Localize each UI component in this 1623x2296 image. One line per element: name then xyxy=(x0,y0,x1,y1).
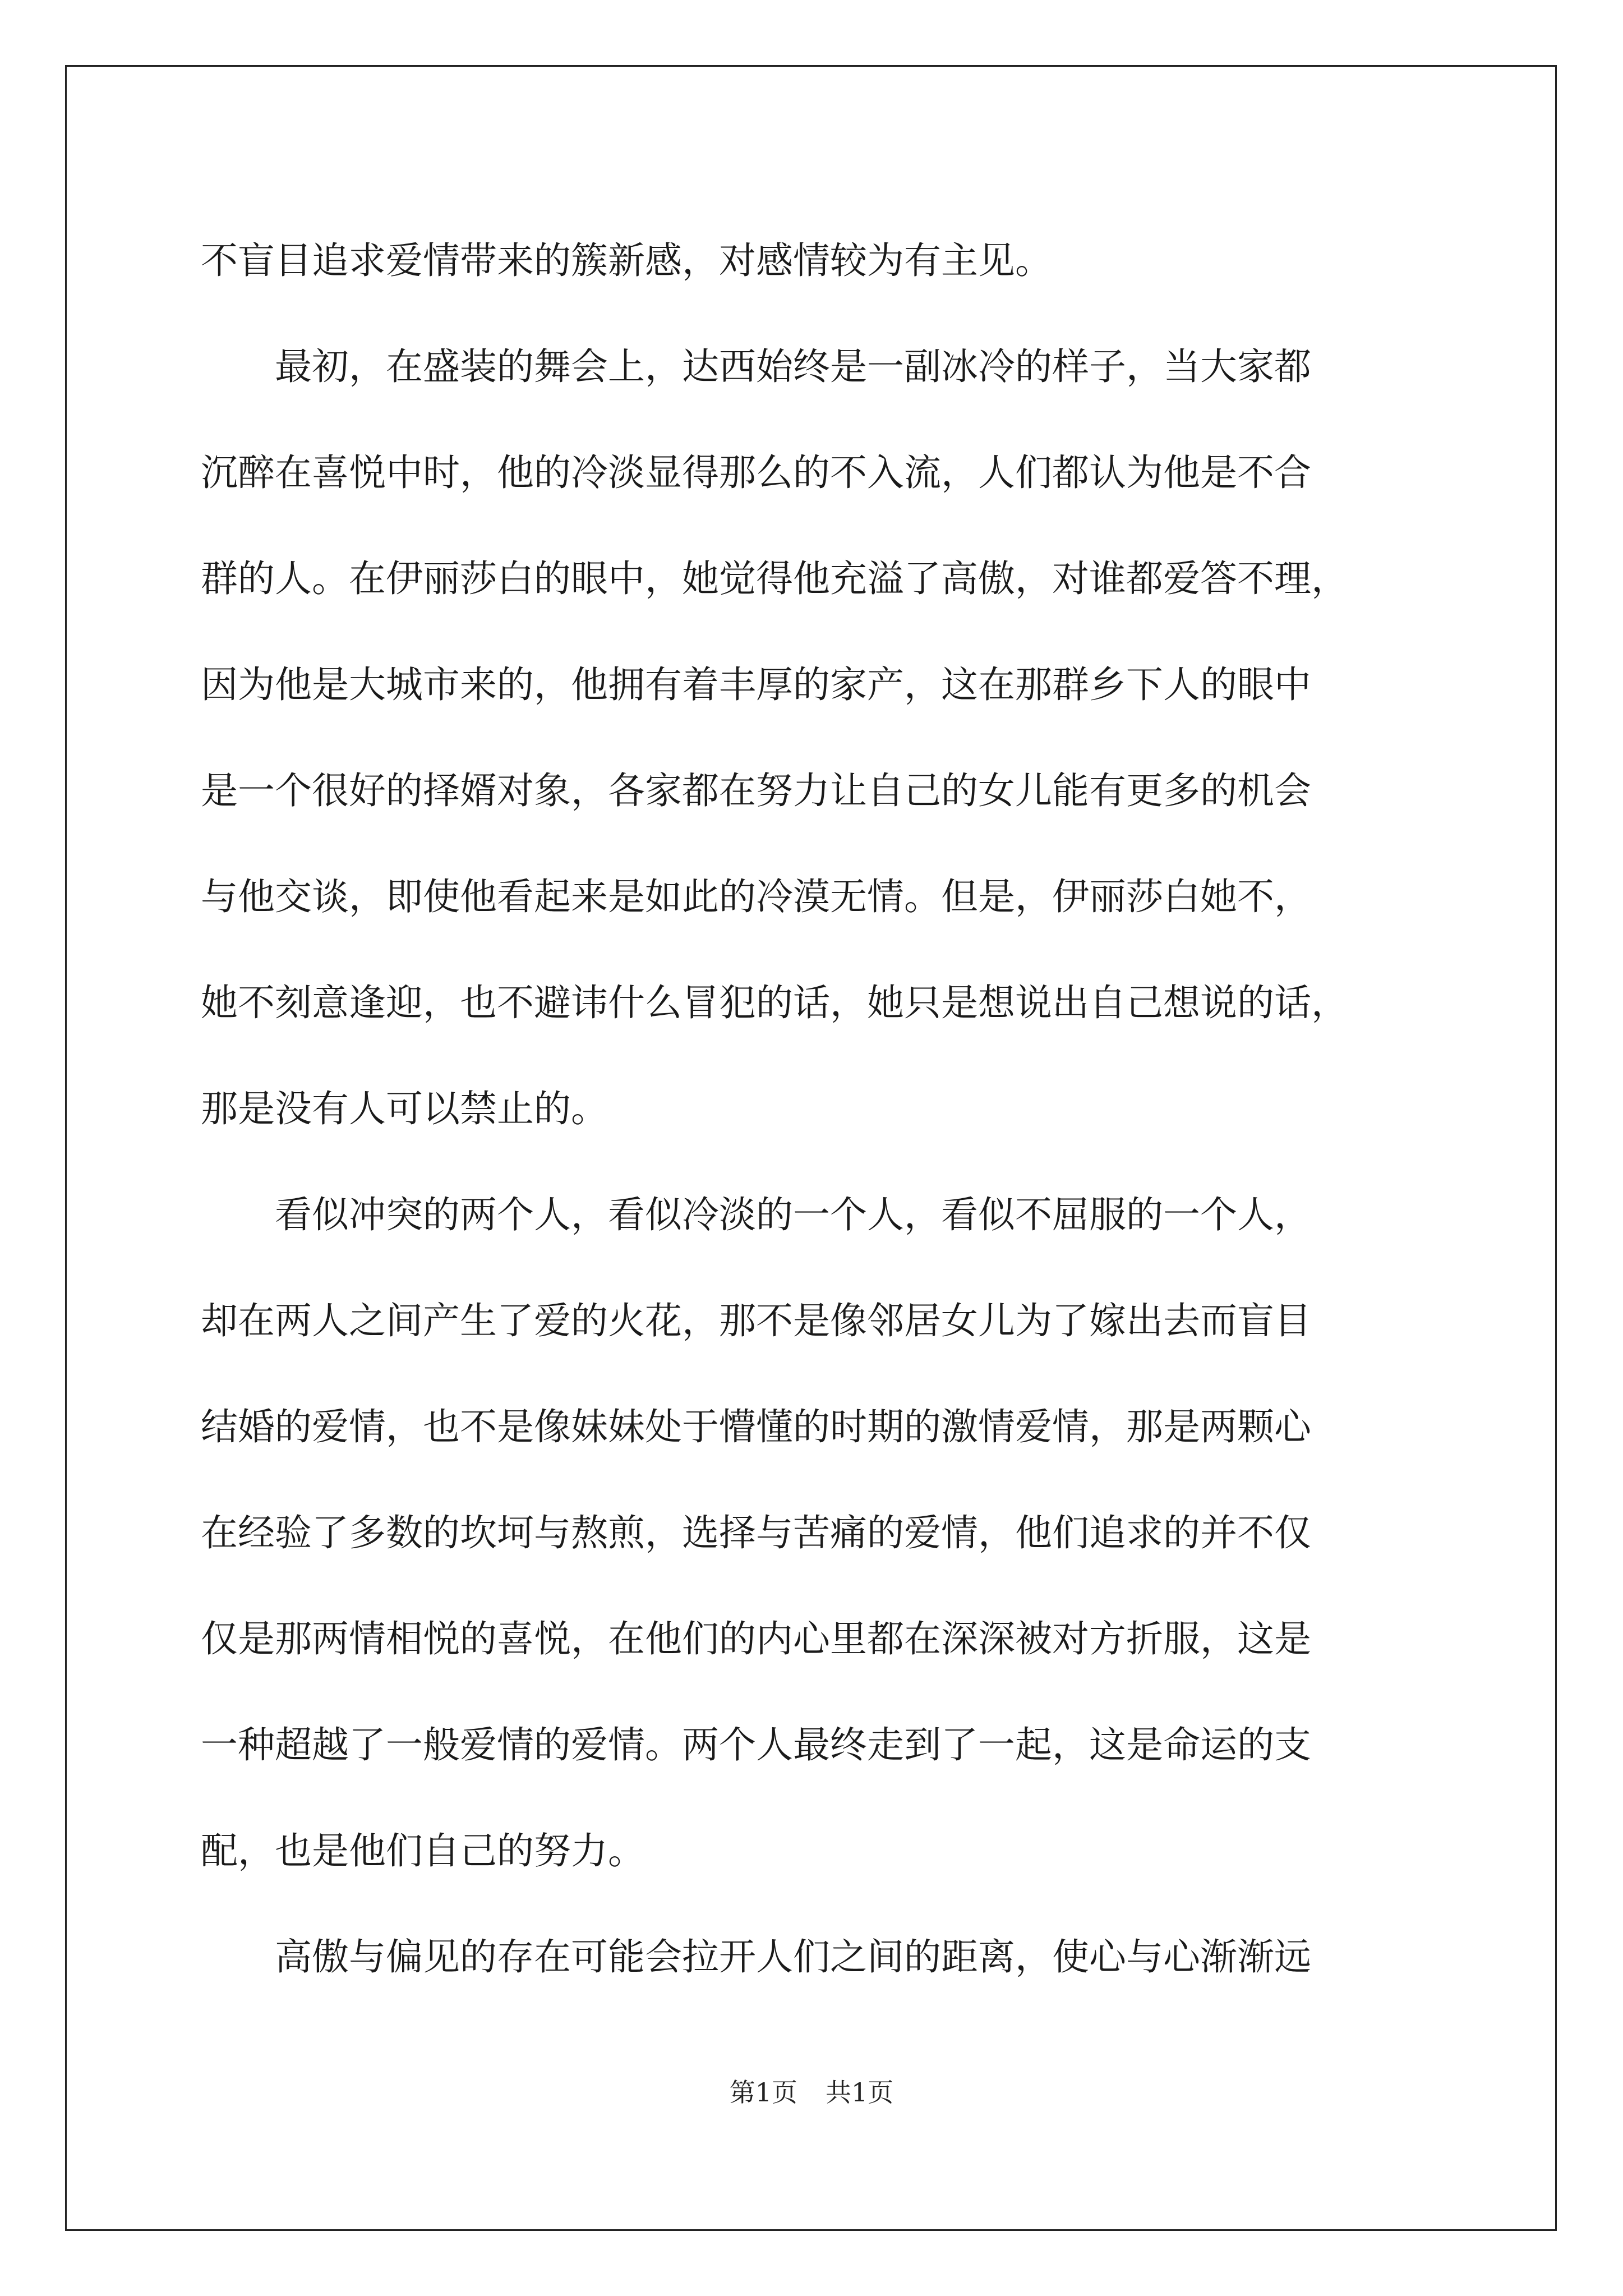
text-line: 与他交谈，即使他看起来是如此的冷漠无情。但是，伊丽莎白她不， xyxy=(201,875,1311,918)
text-line: 结婚的爱情，也不是像妹妹处于懵懂的时期的激情爱情，那是两颗心 xyxy=(201,1405,1311,1448)
document-body xyxy=(201,208,1435,2010)
text-line: 仅是那两情相悦的喜悦，在他们的内心里都在深深被对方折服，这是 xyxy=(201,1617,1311,1660)
text-line: 看似冲突的两个人，看似冷淡的一个人，看似不屈服的一个人， xyxy=(201,1193,1311,1236)
page-total: 共1页 xyxy=(826,2077,894,2108)
text-line: 是一个很好的择婿对象，各家都在努力让自己的女儿能有更多的机会 xyxy=(201,769,1311,812)
text-line: 那是没有人可以禁止的。 xyxy=(201,1087,608,1130)
text-line: 不盲目追求爱情带来的簇新感，对感情较为有主见。 xyxy=(201,239,1052,282)
page-footer xyxy=(0,2076,1623,2109)
text-line: 最初，在盛装的舞会上，达西始终是一副冰冷的样子，当大家都 xyxy=(201,345,1311,388)
text-line: 因为他是大城市来的，他拥有着丰厚的家产，这在那群乡下人的眼中 xyxy=(201,663,1311,706)
page-number: 第1页 xyxy=(729,2077,797,2108)
text-line: 沉醉在喜悦中时，他的冷淡显得那么的不入流，人们都认为他是不合 xyxy=(201,451,1311,494)
text-line: 配，也是他们自己的努力。 xyxy=(201,1829,645,1872)
text-line: 却在两人之间产生了爱的火花，那不是像邻居女儿为了嫁出去而盲目 xyxy=(201,1299,1311,1342)
text-line: 一种超越了一般爱情的爱情。两个人最终走到了一起，这是命运的支 xyxy=(201,1723,1311,1766)
text-line: 高傲与偏见的存在可能会拉开人们之间的距离，使心与心渐渐远 xyxy=(201,1935,1311,1978)
text-line: 在经验了多数的坎坷与熬煎，选择与苦痛的爱情，他们追求的并不仅 xyxy=(201,1511,1311,1554)
text-line: 她不刻意逢迎，也不避讳什么冒犯的话，她只是想说出自己想说的话， xyxy=(201,981,1348,1024)
text-line: 群的人。在伊丽莎白的眼中，她觉得他充溢了高傲，对谁都爱答不理， xyxy=(201,557,1348,600)
